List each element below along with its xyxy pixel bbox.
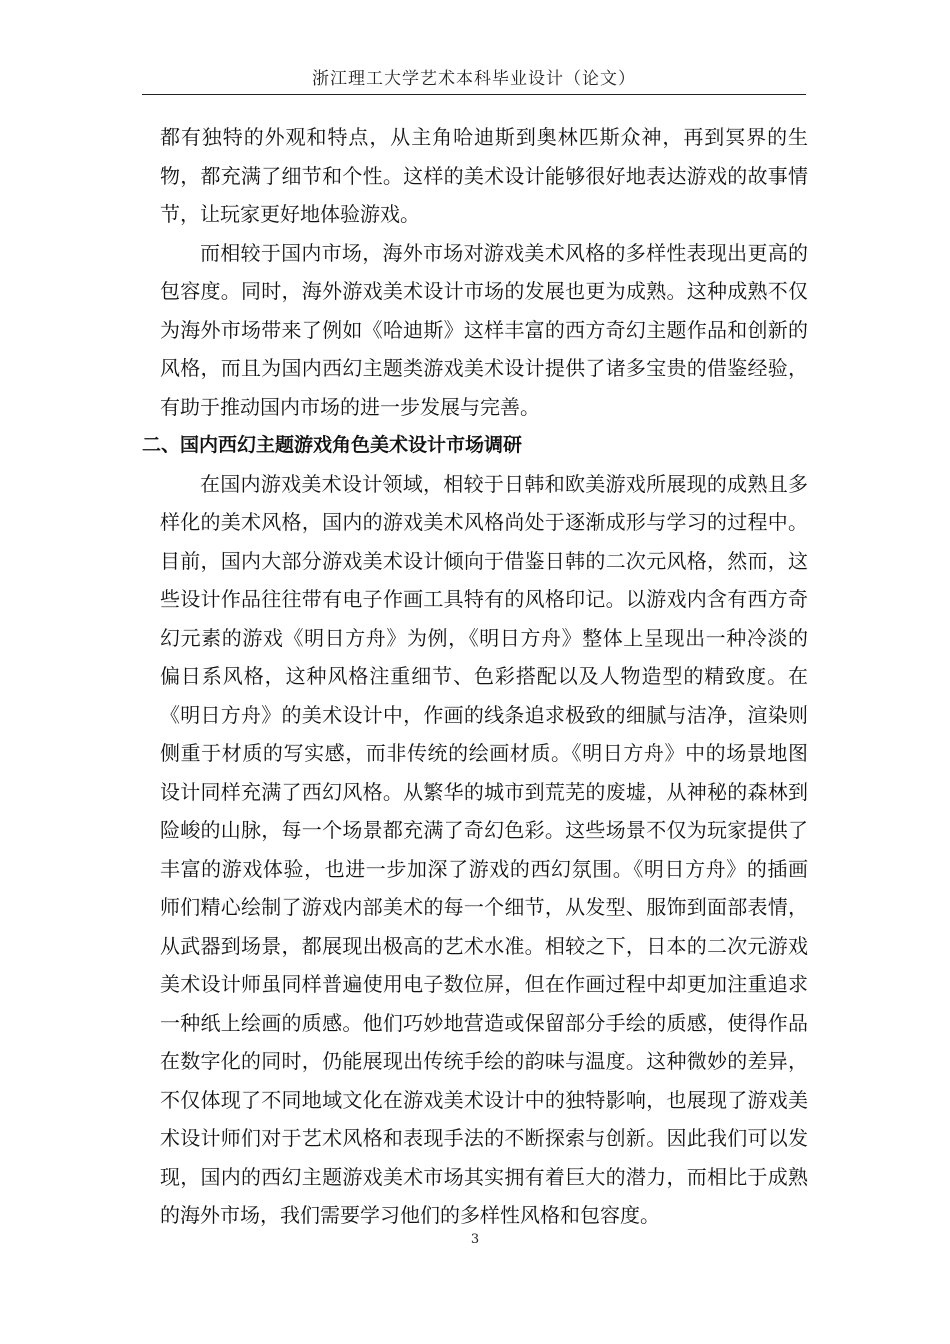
- page-header: 浙江理工大学艺术本科毕业设计（论文）: [312, 69, 636, 89]
- paragraph-overseas-market: 而相较于国内市场，海外市场对游戏美术风格的多样性表现出更高的包容度。同时，海外游戏美术设计市场的发展也更为成熟。这种成熟不仅为海外市场带来了例如《哈迪斯》这样丰富的西方奇幻主题作品和创新的风格，而且为国内西幻主题类游戏美术设计提供了诸多宝贵的借鉴经验，有助于推动国内市场的进一步发展与完善。: [160, 240, 808, 419]
- paragraph-domestic-market: 在国内游戏美术设计领域，相较于日韩和欧美游戏所展现的成熟且多样化的美术风格，国内的游戏美术风格尚处于逐渐成形与学习的过程中。目前，国内大部分游戏美术设计倾向于借鉴日韩的二次元风格，然而，这些设计作品往往带有电子作画工具特有的风格印记。以游戏内含有西方奇幻元素的游戏《明日方舟》为例，《明日方舟》整体上呈现出一种冷淡的偏日系风格，这种风格注重细节、色彩搭配以及人物造型的精致度。在《明日方舟》的美术设计中，作画的线条追求极致的细腻与洁净，渲染则侧重于材质的写实感，而非传统的绘画材质。《明日方舟》中的场景地图设计同样充满了西幻风格。从繁华的城市到荒芜的废墟，从神秘的森林到险峻的山脉，每一个场景都充满了奇幻色彩。这些场景不仅为玩家提供了丰富的游戏体验，也进一步加深了游戏的西幻氛围。《明日方舟》的插画师们精心绘制了游戏内部美术的每一个细节，从发型、服饰到面部表情，从武器到场景，都展现出极高的艺术水准。相较之下，日本的二次元游戏美术设计师虽同样普遍使用电子数位屏，但在作画过程中却更加注重追求一种纸上绘画的质感。他们巧妙地营造或保留部分手绘的质感，使得作品在数字化的同时，仍能展现出传统手绘的韵味与温度。这种微妙的差异，不仅体现了不同地域文化在游戏美术设计中的独特影响，也展现了游戏美术设计师们对于艺术风格和表现手法的不断探索与创新。因此我们可以发现，国内的西幻主题游戏美术市场其实拥有着巨大的潜力，而相比于成熟的海外市场，我们需要学习他们的多样性风格和包容度。: [160, 471, 808, 1227]
- page-body: [142, 118, 808, 1235]
- paragraph-continuation: 都有独特的外观和特点，从主角哈迪斯到奥林匹斯众神，再到冥界的生物，都充满了细节和个性。这样的美术设计能够很好地表达游戏的故事情节，让玩家更好地体验游戏。: [160, 125, 808, 226]
- header-divider: [142, 94, 806, 95]
- page-number: 3: [470, 1232, 480, 1247]
- section-heading: 二、国内西幻主题游戏角色美术设计市场调研: [142, 434, 523, 456]
